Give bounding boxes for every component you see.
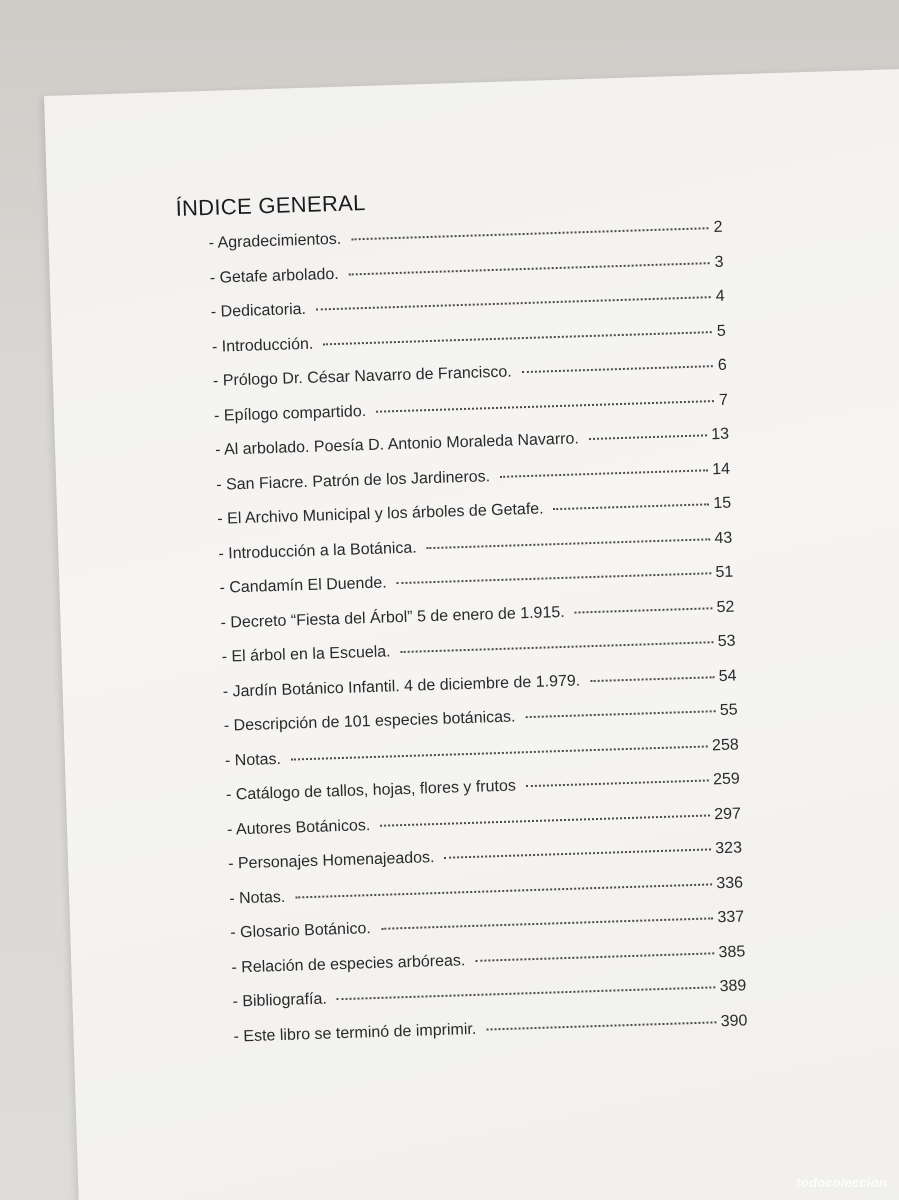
toc-entry-label: - Jardín Botánico Infantil. 4 de diciembre de 1.979. [222,671,581,701]
dot-leader [525,709,715,718]
toc-entry-label: - Bibliografía. [232,990,328,1011]
toc-entry-label: - El árbol en la Escuela. [221,643,391,666]
toc-entry-page: 323 [715,839,743,858]
toc-entry-label: - Personajes Homenajeados. [227,849,435,873]
toc-entry-page: 7 [718,391,729,409]
toc-entry-page: 15 [713,494,732,513]
toc-entry-page: 55 [719,701,738,720]
dot-leader [397,571,712,584]
toc-entry-page: 3 [714,253,724,271]
toc-entry-label: - Notas. [229,888,286,908]
dot-leader [486,1020,717,1030]
toc-entry-page: 6 [717,356,728,374]
dot-leader [526,778,709,787]
toc-entry-label: - Epílogo compartido. [213,402,367,425]
toc-entry-page: 52 [716,598,735,616]
dot-leader [590,675,715,682]
dot-leader [351,226,708,240]
toc-entry-page: 51 [715,563,734,582]
toc-entry-page: 53 [717,632,736,651]
toc-entry-label: - El Archivo Municipal y los árboles de Getafe. [217,500,544,528]
dot-leader [444,847,711,858]
dot-leader [337,985,716,1000]
toc-entry-page: 43 [714,529,733,547]
toc-entry-label: - Relación de especies arbóreas. [231,951,466,977]
book-page [44,68,899,1200]
dot-leader [589,433,707,440]
toc-entry-page: 390 [720,1011,748,1030]
watermark: todocoleccion [796,1175,887,1190]
toc-entry-label: - Dedicatoria. [210,300,307,321]
toc-entry-label: - Catálogo de tallos, hojas, flores y frutos [225,777,517,804]
toc-entry-label: - Autores Botánicos. [226,816,371,839]
dot-leader [376,399,714,413]
dot-leader [401,640,714,653]
toc-entry-page: 54 [718,667,737,685]
dot-leader [554,502,710,510]
toc-entry-label: - Este libro se terminó de imprimir. [233,1020,477,1046]
toc-list [208,219,748,1063]
dot-leader [380,813,710,826]
toc-entry-label: - San Fiacre. Patrón de los Jardineros. [216,467,491,494]
dot-leader [349,261,710,275]
toc-entry-page: 297 [713,804,742,823]
toc-entry-label: - Decreto “Fiesta del Árbol” 5 de enero de 1.915. [220,603,565,632]
toc-entry-label: - Agradecimientos. [208,230,342,252]
toc-entry-label: - Candamín El Duende. [219,574,387,597]
toc-entry-label: - Notas. [224,750,282,770]
toc-entry-page: 13 [710,425,730,444]
dot-leader [475,951,714,962]
toc-entry-page: 5 [716,322,726,340]
toc-entry-page: 336 [716,873,744,892]
dot-leader [427,537,711,549]
toc-entry-page: 4 [715,287,725,305]
toc-entry-page: 385 [718,942,746,961]
toc-entry-label: - Prólogo Dr. César Navarro de Francisco. [212,363,512,390]
toc-title: ÍNDICE GENERAL [175,189,366,221]
toc-entry-page: 14 [711,460,731,478]
toc-entry-page: 258 [711,736,739,754]
toc-entry-label: - Glosario Botánico. [230,920,372,942]
toc-entry-label: - Al arbolado. Poesía D. Antonio Moraleda Navarro. [214,430,580,459]
toc-entry-label: - Introducción a la Botánica. [218,539,417,563]
toc-entry-label: - Descripción de 101 especies botánicas. [223,708,516,735]
dot-leader [381,916,714,929]
toc-entry-page: 259 [712,770,741,789]
toc-entry-label: - Getafe arbolado. [209,265,339,287]
dot-leader [500,468,708,478]
toc-entry-page: 337 [717,908,745,927]
toc-entry-page: 2 [713,218,723,237]
toc-entry-page: 389 [719,977,747,996]
toc-entry-label: - Introducción. [211,335,314,356]
dot-leader [575,606,713,613]
dot-leader [522,364,713,373]
